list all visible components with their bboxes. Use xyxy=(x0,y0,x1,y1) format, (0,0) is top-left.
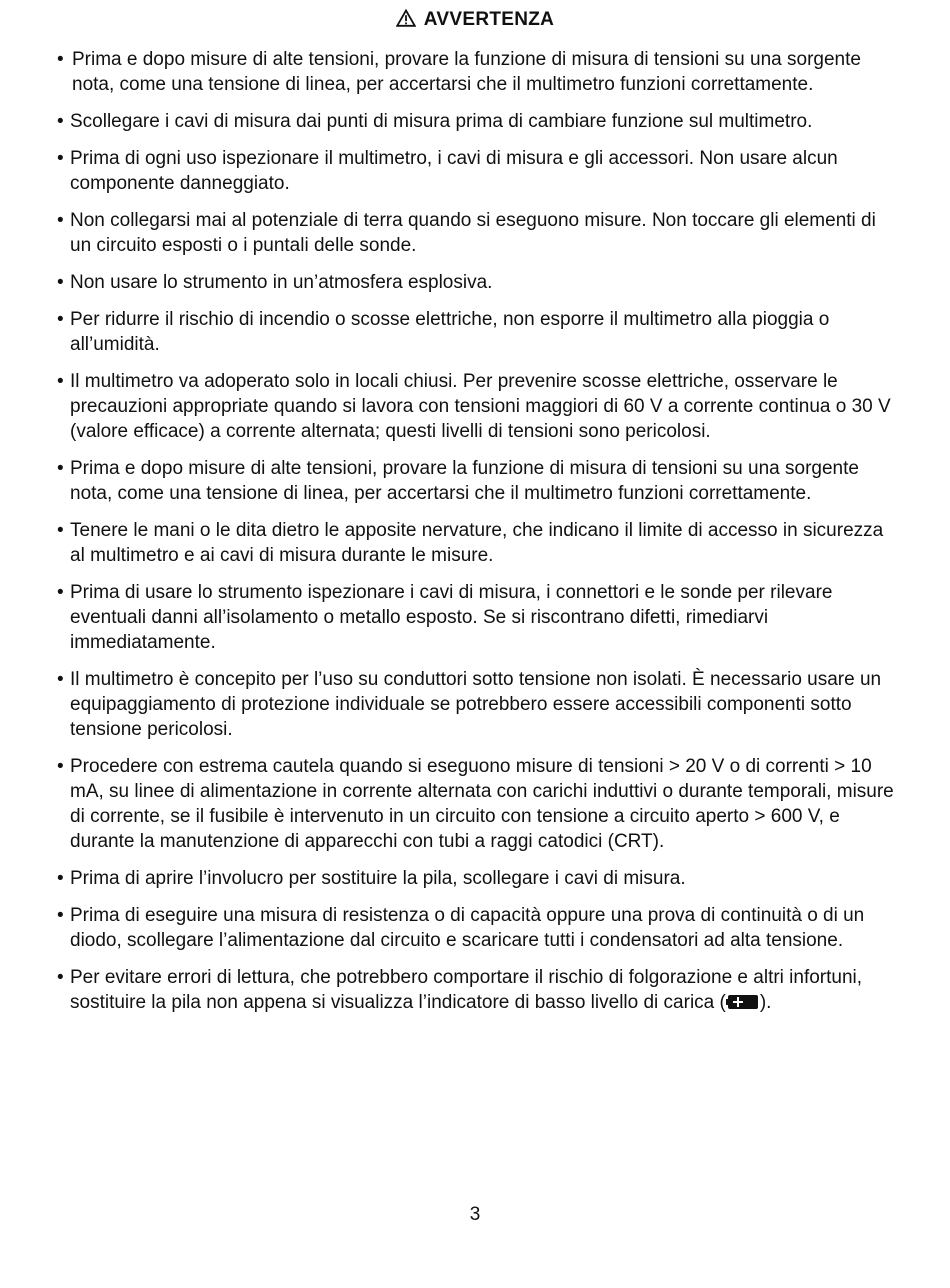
bullet: • xyxy=(57,272,64,293)
item-text: Prima di aprire l’involucro per sostituire la pila, scollegare i cavi di misura. xyxy=(70,868,686,889)
list-item xyxy=(57,208,897,258)
battery-low-icon xyxy=(726,995,760,1009)
item-text: Scollegare i cavi di misura dai punti di misura prima di cambiare funzione sul multimetro. xyxy=(70,111,813,132)
item-text: Il multimetro è concepito per l’uso su conduttori sotto tensione non isolati. È necessario usare un equipaggiamento di protezione individuale se potrebbero essere accessibili componenti sotto tensione pericolosi. xyxy=(70,669,882,740)
item-text: Prima di eseguire una misura di resistenza o di capacità oppure una prova di continuità o di un diodo, scollegare l’alimentazione dal circuito e scaricare tutti i condensatori ad alta tensione. xyxy=(70,905,865,951)
warning-list xyxy=(57,47,897,1027)
item-text: Prima di usare lo strumento ispezionare i cavi di misura, i connettori e le sonde per rilevare eventuali danni all’isolamento o metallo esposto. Se si riscontrano difetti, rimediarvi immediatamente. xyxy=(70,582,833,653)
bullet: • xyxy=(57,669,64,690)
list-item xyxy=(57,866,897,891)
item-text: Tenere le mani o le dita dietro le apposite nervature, che indicano il limite di accesso in sicurezza al multimetro e ai cavi di misura durante le misure. xyxy=(70,520,884,566)
warning-triangle-icon xyxy=(396,9,416,27)
bullet: • xyxy=(57,309,64,330)
bullet: • xyxy=(57,868,64,889)
list-item xyxy=(57,518,897,568)
bullet: • xyxy=(57,905,64,926)
warning-heading xyxy=(0,8,950,32)
item-text: Non usare lo strumento in un’atmosfera esplosiva. xyxy=(70,272,493,293)
list-item xyxy=(57,965,897,1015)
item-text: Il multimetro va adoperato solo in locali chiusi. Per prevenire scosse elettriche, osservare le precauzioni appropriate quando si lavora con tensioni maggiori di 60 V a corrente continua o 30 V (valore efficace) a corrente alternata; questi livelli di tensioni sono pericolosi. xyxy=(70,371,891,442)
bullet: • xyxy=(57,458,64,479)
list-item xyxy=(57,580,897,655)
list-item xyxy=(57,369,897,444)
list-item xyxy=(57,754,897,854)
bullet: • xyxy=(57,210,64,231)
item-text: Prima e dopo misure di alte tensioni, provare la funzione di misura di tensioni su una sorgente nota, come una tensione di linea, per accertarsi che il multimetro funzioni correttamente. xyxy=(72,49,861,95)
bullet: • xyxy=(57,967,64,988)
list-item xyxy=(57,667,897,742)
item-text: Procedere con estrema cautela quando si eseguono misure di tensioni > 20 V o di correnti > 10 mA, su linee di alimentazione in corrente alternata con carichi induttivi o durante temporali, misure di corrente, se il fusibile è intervenuto in un circuito con tensione a circuito aperto > 600 V, e durante la manutenzione di apparecchi con tubi a raggi catodici (CRT). xyxy=(70,756,894,852)
list-item xyxy=(57,903,897,953)
page-number: 3 xyxy=(469,1204,481,1225)
warning-title: AVVERTENZA xyxy=(423,9,555,30)
bullet: • xyxy=(57,371,64,392)
item-text: Non collegarsi mai al potenziale di terra quando si eseguono misure. Non toccare gli elementi di un circuito esposti o i puntali delle sonde. xyxy=(70,210,876,256)
list-item xyxy=(57,456,897,506)
bullet: • xyxy=(57,582,64,603)
bullet: • xyxy=(57,520,64,541)
item-text: Prima e dopo misure di alte tensioni, provare la funzione di misura di tensioni su una sorgente nota, come una tensione di linea, per accertarsi che il multimetro funzioni correttamente. xyxy=(70,458,859,504)
bullet: • xyxy=(57,111,64,132)
item-text: Prima di ogni uso ispezionare il multimetro, i cavi di misura e gli accessori. Non usare alcun componente danneggiato. xyxy=(70,148,838,194)
item-text-end: ). xyxy=(759,992,772,1013)
list-item xyxy=(57,109,897,134)
item-text: Per evitare errori di lettura, che potrebbero comportare il rischio di folgorazione e altri infortuni, sostituire la pila non appena si visualizza l’indicatore di basso livello di carica ( xyxy=(70,967,863,1013)
list-item xyxy=(57,47,897,97)
bullet: • xyxy=(57,49,64,70)
list-item xyxy=(57,146,897,196)
bullet: • xyxy=(57,148,64,169)
list-item xyxy=(57,307,897,357)
bullet: • xyxy=(57,756,64,777)
item-text: Per ridurre il rischio di incendio o scosse elettriche, non esporre il multimetro alla pioggia o all’umidità. xyxy=(70,309,830,355)
list-item xyxy=(57,270,897,295)
